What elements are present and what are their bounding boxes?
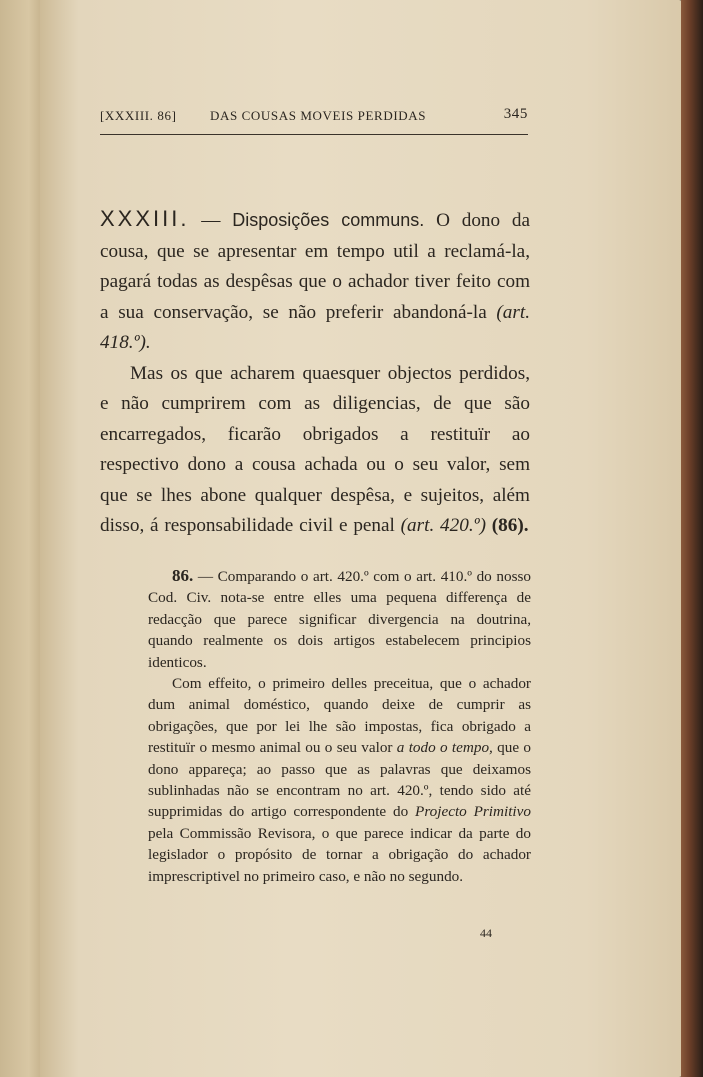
footnote-number: 86. xyxy=(172,566,194,585)
section-dash: — xyxy=(189,210,233,231)
footnote-p2-b: que o dono appareça; ao passo que as palavras que deixamos sublinhadas não se encontram no art. 420.º, tendo sido até supprimidas do artigo correspondente do xyxy=(148,739,531,821)
paragraph-1-ref: (art. 418.º). xyxy=(100,301,530,353)
running-head xyxy=(100,108,528,130)
footnote-p2-italic: a todo o tempo, xyxy=(396,739,493,757)
footnote-paragraph-1 xyxy=(148,565,531,673)
book-cover-edge xyxy=(681,0,703,1077)
footnote-p2-c: pela Commissão Revisora, o que parece indicar da parte do legislador o propósito de tornar a obrigação do achador imprescriptivel no primeiro caso, e não no segundo. xyxy=(148,824,531,885)
header-rule xyxy=(100,134,528,135)
paragraph-2-text: Mas os que acharem quaesquer objectos perdidos, e não cumprirem com as diligencias, de que são encarregados, ficarão obrigados a restituïr ao respectivo dono a cousa achada ou o seu valor, sem que se lhes abone qualquer despêsa, e sujeitos, além disso, á responsabilidade civil e penal xyxy=(100,362,530,536)
footnote-paragraph-2 xyxy=(148,673,531,887)
footnote-p2-a: Com effeito, o primeiro delles preceitua, que o achador dum animal doméstico, quando deixe de cumprir as obrigações, que por lei lhe são impostas, fica obrigado a restituïr o mesmo animal ou o seu valor xyxy=(148,675,531,757)
section-title: Disposições communs. xyxy=(232,210,425,230)
main-text xyxy=(100,204,530,542)
signature-mark: 44 xyxy=(480,926,492,940)
section-number: XXXIII. xyxy=(100,206,190,231)
paragraph-2 xyxy=(100,359,530,542)
running-head-section: [XXXIII. 86] xyxy=(100,108,177,123)
paragraph-1 xyxy=(100,204,530,359)
page-number: 345 xyxy=(503,106,528,122)
paragraph-2-ref: (art. 420.º) xyxy=(400,515,486,536)
running-head-title: DAS COUSAS MOVEIS PERDIDAS xyxy=(210,108,427,123)
footnote-p2-italic2: Projecto Primitivo xyxy=(415,803,531,821)
footnote-p1-text: — Comparando o art. 420.º com o art. 410.º do nosso Cod. Civ. nota-se entre elles uma pequena differença de redacção que parece significar divergencia na doutrina, quando realmente os dois artigos estabelecem principios identicos. xyxy=(148,568,531,671)
paragraph-1-text: O dono da cousa, que se apresentar em tempo util a reclamá-la, pagará todas as despêsas que o achador tiver feito com a sua conservação, se não preferir abandoná-la xyxy=(100,210,531,323)
footnote-ref: (86). xyxy=(485,515,529,536)
footnote xyxy=(148,565,531,887)
